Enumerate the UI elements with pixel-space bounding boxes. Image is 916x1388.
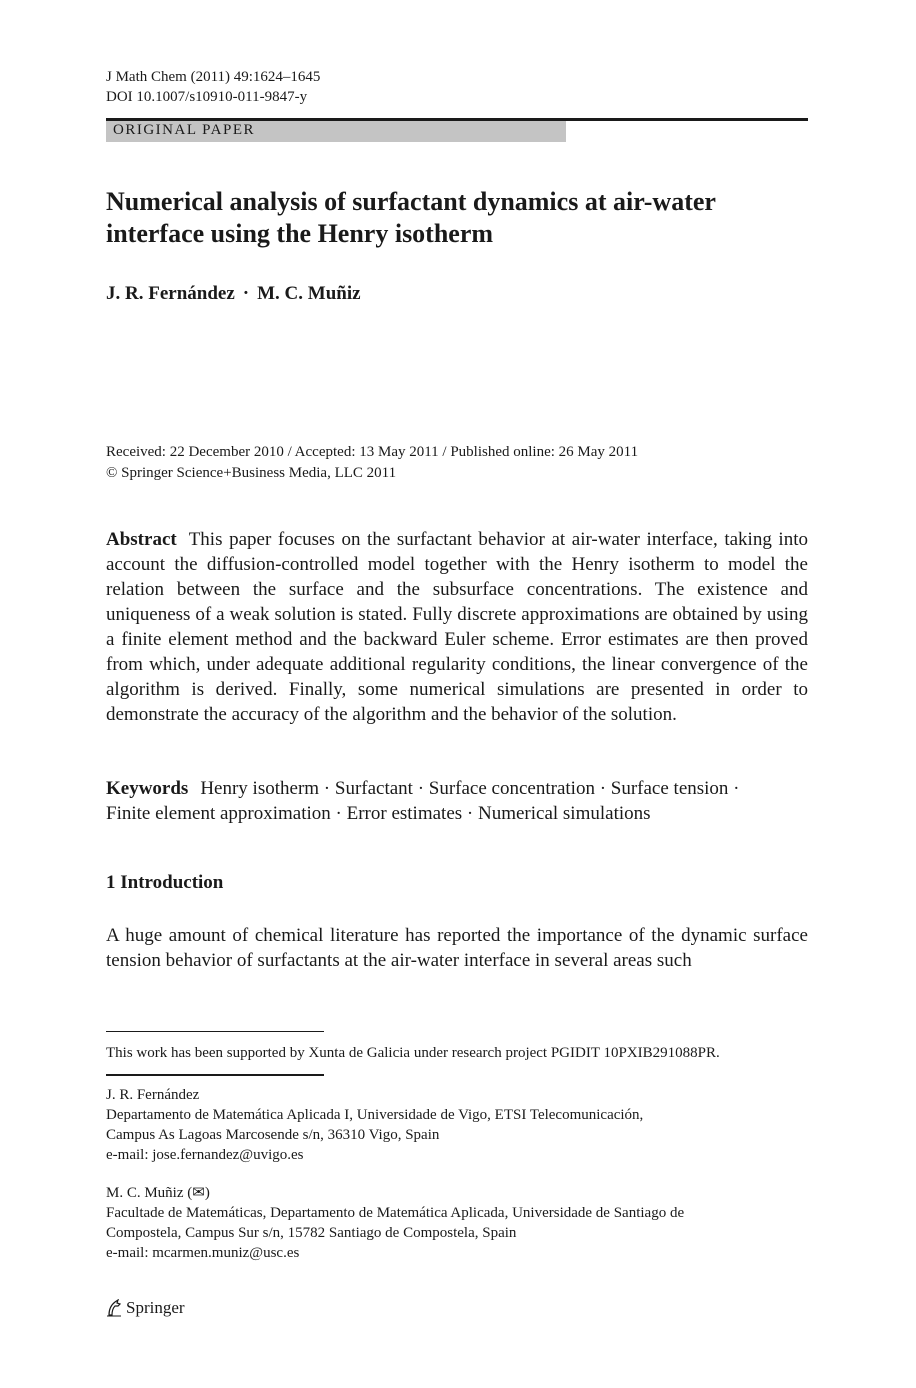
intro-paragraph: A huge amount of chemical literature has reported the importance of the dynamic surface tension behavior of surfactants at the air-water interface in several areas such — [106, 925, 808, 971]
keywords-label: Keywords — [106, 778, 189, 799]
affiliation-line: Departamento de Matemática Aplicada I, Universidade de Vigo, ETSI Telecomunicación, — [106, 1107, 644, 1123]
paper-title — [106, 186, 808, 250]
affiliation-line: Facultade de Matemáticas, Departamento de Matemática Aplicada, Universidade de Santiago de — [106, 1205, 685, 1221]
affiliation-email: e-mail: jose.fernandez@uvigo.es — [106, 1147, 304, 1163]
author-separator: · — [242, 283, 250, 304]
footnote-rule — [106, 1031, 324, 1032]
affiliation-line: Compostela, Campus Sur s/n, 15782 Santiago de Compostela, Spain — [106, 1225, 517, 1241]
abstract — [106, 527, 808, 727]
author-name: J. R. Fernández — [106, 283, 235, 304]
publisher-footer — [106, 1298, 185, 1318]
keywords — [106, 776, 808, 826]
abstract-text: This paper focuses on the surfactant behavior at air-water interface, taking into account the diffusion-controlled model together with the Henry isotherm to model the relation between the surface and the subsurface concentrations. The existence and uniqueness of a weak solution is stated. Fully discrete approximations are obtained by using a finite element method and the backward Euler scheme. Error estimates are then proved from which, under adequate additional regularity conditions, the linear convergence of the algorithm is derived. Finally, some numerical simulations are presented in order to demonstrate the accuracy of the algorithm and the behavior of the solution. — [106, 529, 808, 725]
springer-horse-icon — [106, 1299, 122, 1317]
publisher-name: Springer — [126, 1298, 185, 1317]
journal-citation: J Math Chem (2011) 49:1624–1645 — [106, 69, 321, 85]
abstract-label: Abstract — [106, 529, 177, 550]
journal-info — [106, 67, 320, 107]
affiliation-1 — [106, 1085, 808, 1165]
affiliation-2 — [106, 1183, 808, 1263]
keywords-line: Henry isotherm · Surfactant · Surface concentration · Surface tension · — [200, 778, 740, 799]
author-list — [106, 283, 361, 305]
footnote-rule — [106, 1074, 324, 1076]
copyright-line: © Springer Science+Business Media, LLC 2011 — [106, 465, 397, 481]
date-history: Received: 22 December 2010 / Accepted: 13 May 2011 / Published online: 26 May 2011 — [106, 444, 639, 460]
affiliation-email: e-mail: mcarmen.muniz@usc.es — [106, 1245, 300, 1261]
paper-type-label: ORIGINAL PAPER — [106, 121, 566, 142]
funding-note: This work has been supported by Xunta de Galicia under research project PGIDIT 10PXIB291088PR. — [106, 1045, 720, 1061]
journal-doi: DOI 10.1007/s10910-011-9847-y — [106, 89, 308, 105]
title-line: Numerical analysis of surfactant dynamics at air-water — [106, 187, 716, 216]
affiliation-line: Campus As Lagoas Marcosende s/n, 36310 Vigo, Spain — [106, 1127, 440, 1143]
author-name: M. C. Muñiz — [257, 283, 361, 304]
publication-dates — [106, 442, 638, 484]
keywords-line: Finite element approximation · Error estimates · Numerical simulations — [106, 803, 651, 824]
section-heading: 1 Introduction — [106, 872, 224, 893]
title-line: interface using the Henry isotherm — [106, 219, 494, 248]
affiliation-name: J. R. Fernández — [106, 1087, 200, 1103]
affiliation-name: M. C. Muñiz (✉) — [106, 1185, 210, 1201]
